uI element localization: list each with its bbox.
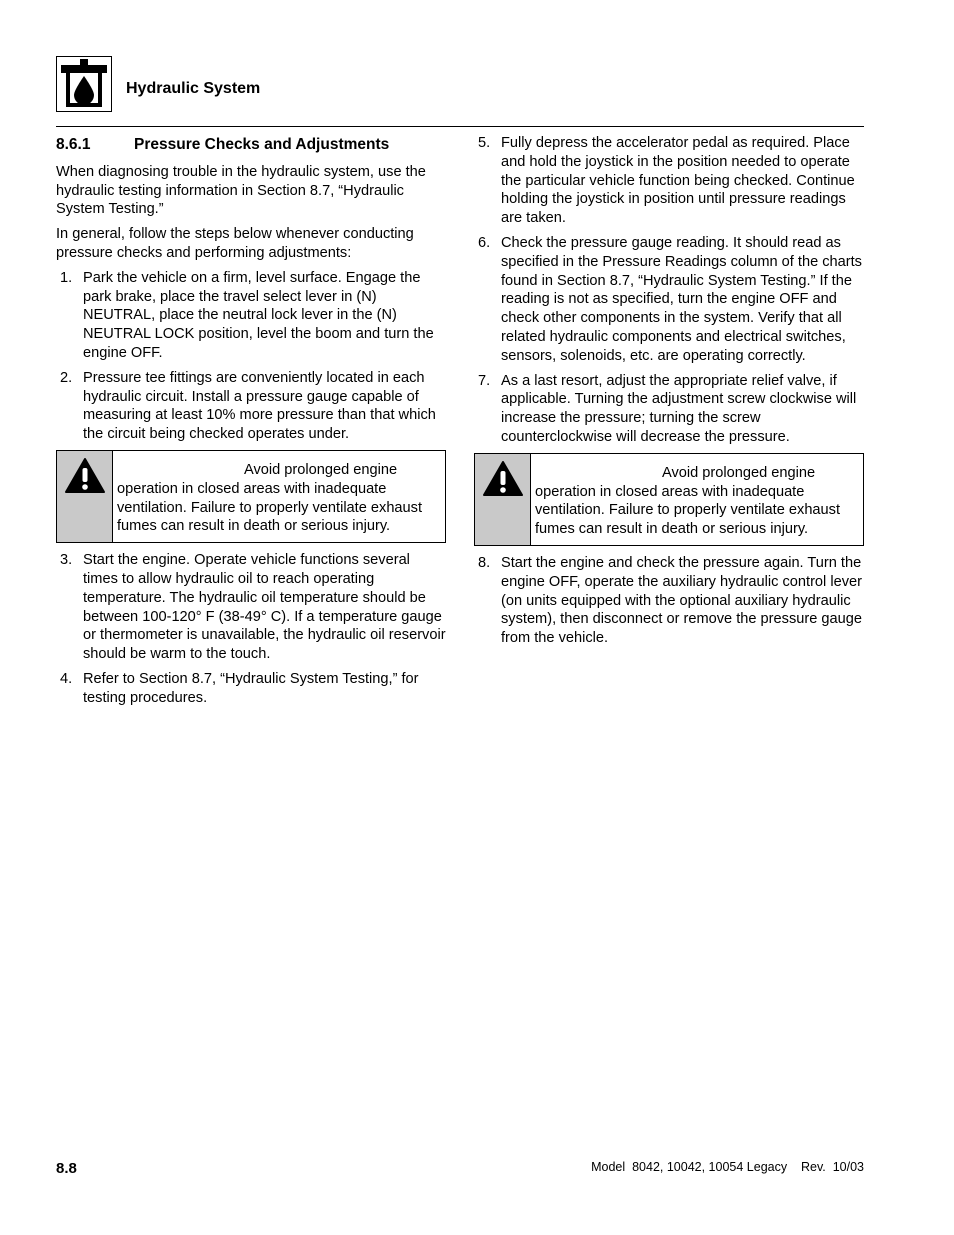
warning-triangle-icon [64, 457, 106, 495]
warning-box [474, 453, 864, 546]
step-number: 8. [478, 554, 491, 571]
step-item [474, 554, 864, 648]
step-item [474, 372, 864, 447]
step-number: 3. [60, 552, 73, 569]
step-text: Start the engine and check the pressure again. Turn the engine OFF, operate the auxiliary hydraulic control lever (on units equipped with the optional auxiliary hydraulic system), then disconnect or remove the pressure gauge from the vehicle. [501, 554, 862, 647]
header-divider [56, 126, 864, 127]
step-item [56, 551, 446, 664]
left-column [56, 134, 446, 714]
step-text: Park the vehicle on a firm, level surface. Engage the park brake, place the travel select lever in (N) NEUTRAL, place the neutral lock lever in the (N) NEUTRAL LOCK position, level the boom and turn the engine OFF. [83, 269, 434, 361]
step-item [56, 670, 446, 708]
step-number: 1. [60, 269, 73, 286]
warning-triangle-icon [482, 460, 524, 498]
header-title: Hydraulic System [126, 80, 261, 97]
step-text: Start the engine. Operate vehicle functions several times to allow hydraulic oil to reach operating temperature. The hydraulic oil temperature should be between 100-120° F (38-49° C). If a temperature gauge or thermometer is unavailable, the hydraulic oil reservoir should be warm to the touch. [83, 552, 446, 663]
step-item [474, 234, 864, 366]
step-text: Check the pressure gauge reading. It should read as specified in the Pressure Readings column of the charts found in Section 8.7, “Hydraulic System Testing.” If the reading is not as specified, turn the engine OFF and check other components in the system. Verify that all related hydraulic components and electrical switches, sensors, solenoids, etc. are operating correctly. [501, 234, 862, 364]
step-text: As a last resort, adjust the appropriate relief valve, if applicable. Turning the adjustment screw clockwise will increase the pressure; turning the screw counterclockwise will decrease the pressure. [501, 372, 857, 445]
section-heading [56, 136, 446, 155]
right-column [474, 134, 864, 654]
step-item [474, 134, 864, 228]
step-number: 2. [60, 369, 73, 386]
warning-lead: Avoid prolonged engine [662, 464, 816, 481]
section-number: 8.6.1 [56, 136, 91, 153]
warning-icon-cell [57, 451, 113, 542]
step-text: Fully depress the accelerator pedal as required. Place and hold the joystick in the position needed to operate the particular vehicle function being checked. Continue holding the joystick in position until pressure readings are taken. [501, 135, 855, 227]
warning-icon-cell [475, 454, 531, 545]
step-number: 7. [478, 372, 491, 389]
page-number: 8.8 [56, 1160, 77, 1177]
warning-body: operation in closed areas with inadequate ventilation. Failure to properly ventilate exhaust fumes can result in death or serious injury. [117, 480, 423, 535]
hydraulic-cylinder-icon [56, 56, 112, 112]
step-text: Refer to Section 8.7, “Hydraulic System Testing,” for testing procedures. [83, 670, 419, 706]
step-text: Pressure tee fittings are conveniently located in each hydraulic circuit. Install a pressure gauge capable of measuring at least 10% more pressure than that which the circuit being checked operates under. [83, 369, 436, 443]
intro-paragraph: In general, follow the steps below whenever conducting pressure checks and performing adjustments: [56, 226, 414, 261]
warning-lead: Avoid prolonged engine [244, 461, 398, 478]
warning-body: operation in closed areas with inadequate ventilation. Failure to properly ventilate exhaust fumes can result in death or serious injury. [535, 483, 841, 538]
warning-text [113, 451, 445, 542]
warning-box [56, 450, 446, 543]
footer-model: Model 8042, 10042, 10054 Legacy Rev. 10/03 [591, 1160, 864, 1174]
step-number: 5. [478, 135, 491, 151]
step-item [56, 369, 446, 444]
intro-paragraph: When diagnosing trouble in the hydraulic system, use the hydraulic testing information in Section 8.7, “Hydraulic System Testing.” [56, 163, 426, 218]
section-title: Pressure Checks and Adjustments [134, 136, 390, 153]
step-item [56, 269, 446, 363]
step-number: 4. [60, 670, 73, 687]
step-number: 6. [478, 234, 491, 251]
warning-text [531, 454, 863, 545]
